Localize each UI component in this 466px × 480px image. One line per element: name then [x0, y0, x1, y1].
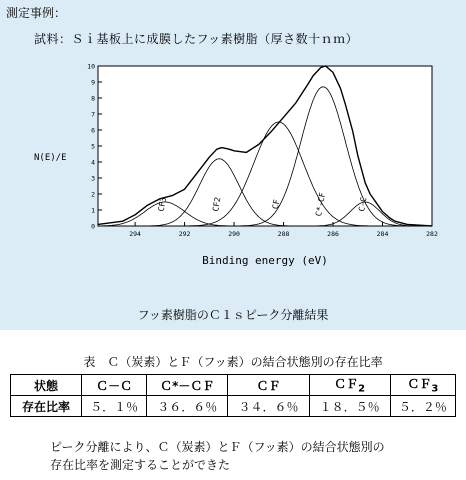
y-tick-label: 2: [91, 190, 95, 199]
row-label: 存在比率: [11, 396, 82, 417]
x-tick-label: 292: [178, 230, 191, 238]
y-tick-label: 9: [91, 78, 95, 87]
component-label: CF3: [156, 196, 169, 213]
header-c-c: Ｃ－Ｃ: [82, 375, 147, 396]
header-state: 状態: [11, 375, 82, 396]
value-cf2: １８．５％: [309, 396, 390, 417]
component-label: CF2: [211, 196, 223, 213]
table-row: [11, 396, 456, 417]
plot-frame: [98, 66, 432, 226]
x-tick-label: 286: [327, 230, 339, 238]
value-cf3: ５．２％: [390, 396, 455, 417]
xps-spectrum-chart: [30, 48, 450, 300]
y-tick-label: 7: [91, 110, 95, 119]
y-tick-label: 5: [91, 142, 95, 151]
y-tick-label: 3: [91, 174, 95, 183]
note-line-1: ピーク分離により、Ｃ（炭素）とＦ（フッ素）の結合状態別の: [50, 440, 385, 454]
x-tick-label: 284: [376, 230, 389, 238]
component-label: CF: [270, 198, 282, 210]
component-label: C*-CF: [314, 191, 328, 218]
y-tick-label: 10: [87, 62, 95, 71]
x-tick-label: 294: [129, 230, 141, 238]
y-tick-label: 6: [91, 126, 95, 135]
y-tick-label: 0: [91, 222, 95, 231]
x-tick-label: 282: [426, 230, 438, 238]
x-tick-label: 290: [228, 230, 240, 238]
bonding-ratio-table: [10, 374, 456, 417]
y-tick-label: 4: [91, 158, 95, 167]
table-header-row: [11, 375, 456, 396]
header-c-cf: Ｃ*－ＣＦ: [147, 375, 228, 396]
value-cf: ３４．６％: [228, 396, 309, 417]
note-line-2: 存在比率を測定することができた: [50, 458, 231, 472]
y-tick-label: 1: [91, 206, 95, 215]
y-tick-label: 8: [91, 94, 95, 103]
header-cf2: [309, 375, 390, 396]
header-cf2-label: ＣＦ: [334, 377, 359, 392]
header-cf3: [390, 375, 455, 396]
header-cf3-subscript: 3: [431, 383, 439, 395]
value-c-cf: ３６．６％: [147, 396, 228, 417]
header-cf2-subscript: 2: [358, 383, 366, 395]
y-axis-label: N(E)/E: [34, 153, 67, 163]
sample-description: 試料：Ｓｉ基板上に成膜したフッ素樹脂（厚さ数十ｎｍ）: [34, 32, 359, 46]
x-axis-label: Binding energy (eV): [202, 254, 328, 267]
conclusion-note: [50, 438, 385, 474]
header-cf3-label: ＣＦ: [407, 377, 432, 392]
header-cf: ＣＦ: [228, 375, 309, 396]
table-title: 表 Ｃ（炭素）とＦ（フッ素）の結合状態別の存在比率: [83, 355, 383, 369]
component-label: C-C: [357, 196, 369, 213]
value-c-c: ５．１％: [82, 396, 147, 417]
chart-caption: フッ素樹脂のＣ１ｓピーク分離結果: [137, 308, 329, 322]
x-tick-label: 288: [277, 230, 290, 238]
heading: 測定事例：: [6, 6, 67, 20]
